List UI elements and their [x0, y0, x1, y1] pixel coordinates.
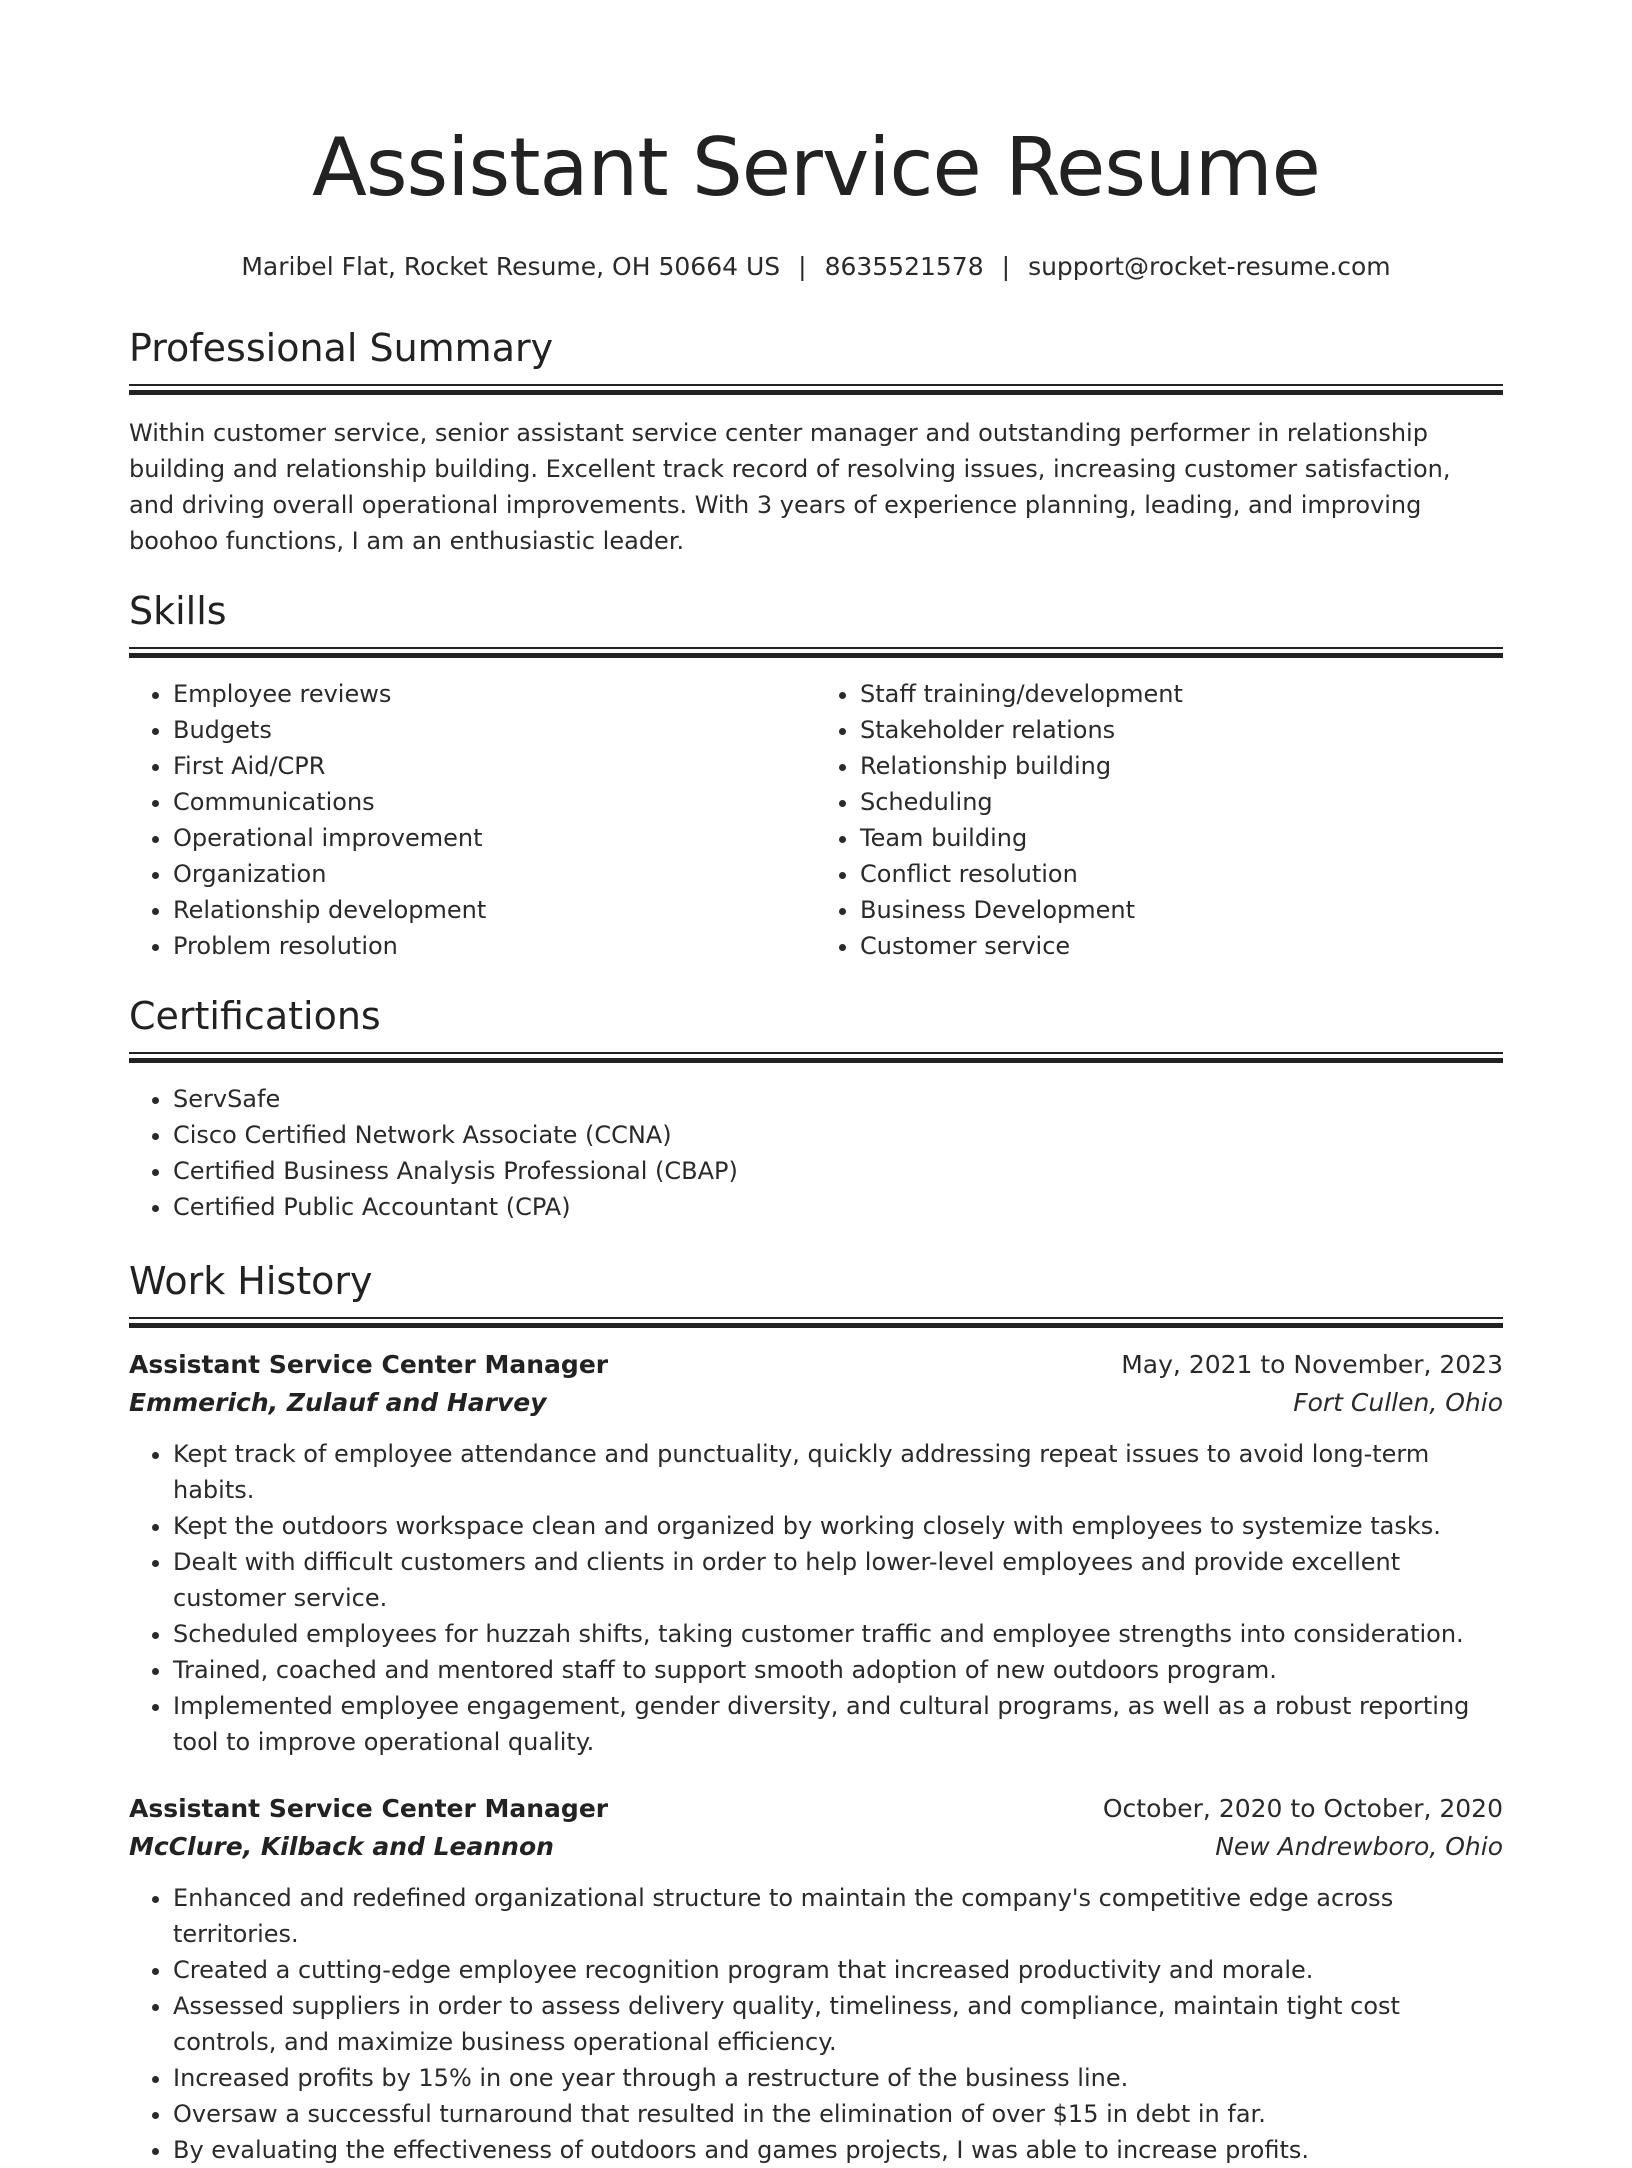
job-bullet: • Dealt with difficult customers and clients in order to help lower-level employees and provide excellent customer service.: [173, 1544, 1503, 1616]
job-bullet: • Kept the outdoors workspace clean and organized by working closely with employees to systemize tasks.: [173, 1508, 1503, 1544]
job-dates: May, 2021 to November, 2023: [1121, 1350, 1503, 1379]
job-bullet: • Trained, coached and mentored staff to support smooth adoption of new outdoors program.: [173, 1652, 1503, 1688]
job-subheader: [129, 1828, 1503, 1866]
job-location: New Andrewboro, Ohio: [1215, 1832, 1503, 1861]
work-history-section: [129, 1257, 1503, 2168]
job-header: [129, 1346, 1503, 1384]
resume-title: Assistant Service Resume: [312, 121, 1320, 214]
job-bullets: [129, 1880, 1503, 2168]
certifications-heading: Certifications: [129, 994, 381, 1038]
section-divider: [129, 1052, 1503, 1065]
job-company: McClure, Kilback and Leannon: [129, 1832, 554, 1861]
contact-separator: |: [1001, 252, 1011, 281]
summary-text: Within customer service, senior assistant service center manager and outstanding performer in relationship building and relationship building. Excellent track record of resolving issues, increasing customer satisfaction, and driving overall operational improvements. With 3 years of experience planning, leading, and improving boohoo functions, I am an enthusiastic leader.: [129, 419, 1451, 555]
job-entry: [129, 1346, 1503, 1760]
certification-item: • Cisco Certified Network Associate (CCNA): [173, 1117, 1503, 1153]
certification-item: • Certified Public Accountant (CPA): [173, 1189, 1503, 1225]
certifications-section: [129, 992, 1503, 1225]
job-bullet: • Enhanced and redefined organizational structure to maintain the company's competitive edge across territories.: [173, 1880, 1503, 1952]
job-location: Fort Cullen, Ohio: [1293, 1388, 1503, 1417]
job-bullets: [129, 1436, 1503, 1760]
skills-section: [129, 587, 1503, 964]
skill-item: • Relationship building: [860, 748, 1503, 784]
job-title: Assistant Service Center Manager: [129, 1794, 609, 1823]
job-dates: October, 2020 to October, 2020: [1102, 1794, 1503, 1823]
job-bullet: • Implemented employee engagement, gender diversity, and cultural programs, as well as a robust reporting tool to improve operational quality.: [173, 1688, 1503, 1760]
contact-phone: 8635521578: [824, 252, 984, 281]
skill-item: • Budgets: [173, 712, 816, 748]
skill-item: • Communications: [173, 784, 816, 820]
job-bullet: • Created a cutting-edge employee recognition program that increased productivity and morale.: [173, 1952, 1503, 1988]
section-divider: [129, 647, 1503, 660]
certifications-list: [129, 1081, 1503, 1225]
certification-item: • Certified Business Analysis Professional (CBAP): [173, 1153, 1503, 1189]
job-bullet: • Oversaw a successful turnaround that resulted in the elimination of over $15 in debt in far.: [173, 2096, 1503, 2132]
skill-item: • Staff training/development: [860, 676, 1503, 712]
work-history-heading: Work History: [129, 1259, 373, 1303]
skills-list-left: [129, 676, 816, 964]
skill-item: • Problem resolution: [173, 928, 816, 964]
skill-item: • Conflict resolution: [860, 856, 1503, 892]
section-divider: [129, 1317, 1503, 1330]
job-bullet: • Assessed suppliers in order to assess delivery quality, timeliness, and compliance, maintain tight cost controls, and maximize business operational efficiency.: [173, 1988, 1503, 2060]
skills-heading: Skills: [129, 589, 227, 633]
contact-separator: |: [798, 252, 807, 281]
skill-item: • Relationship development: [173, 892, 816, 928]
job-bullet: • Scheduled employees for huzzah shifts, taking customer traffic and employee strengths into consideration.: [173, 1616, 1503, 1652]
summary-section: [129, 324, 1503, 559]
job-company: Emmerich, Zulauf and Harvey: [129, 1388, 547, 1417]
job-entry: [129, 1790, 1503, 2168]
job-bullet: • Kept track of employee attendance and punctuality, quickly addressing repeat issues to avoid long-term habits.: [173, 1436, 1503, 1508]
contact-email: support@rocket-resume.com: [1028, 252, 1391, 281]
skill-item: • Scheduling: [860, 784, 1503, 820]
skill-item: • Team building: [860, 820, 1503, 856]
skill-item: • Customer service: [860, 928, 1503, 964]
contact-address: Maribel Flat, Rocket Resume, OH 50664 US: [241, 252, 781, 281]
skill-item: • Business Development: [860, 892, 1503, 928]
skill-item: • First Aid/CPR: [173, 748, 816, 784]
job-header: [129, 1790, 1503, 1828]
skill-item: • Employee reviews: [173, 676, 816, 712]
job-subheader: [129, 1384, 1503, 1422]
section-divider: [129, 384, 1503, 397]
job-bullet: • Increased profits by 15% in one year through a restructure of the business line.: [173, 2060, 1503, 2096]
job-bullet: • By evaluating the effectiveness of outdoors and games projects, I was able to increase profits.: [173, 2132, 1503, 2168]
skill-item: • Stakeholder relations: [860, 712, 1503, 748]
summary-heading: Professional Summary: [129, 326, 554, 370]
skill-item: • Operational improvement: [173, 820, 816, 856]
contact-line: [129, 250, 1503, 284]
skills-list-right: [816, 676, 1503, 964]
certification-item: • ServSafe: [173, 1081, 1503, 1117]
job-title: Assistant Service Center Manager: [129, 1350, 609, 1379]
skill-item: • Organization: [173, 856, 816, 892]
skills-columns: [129, 676, 1503, 964]
